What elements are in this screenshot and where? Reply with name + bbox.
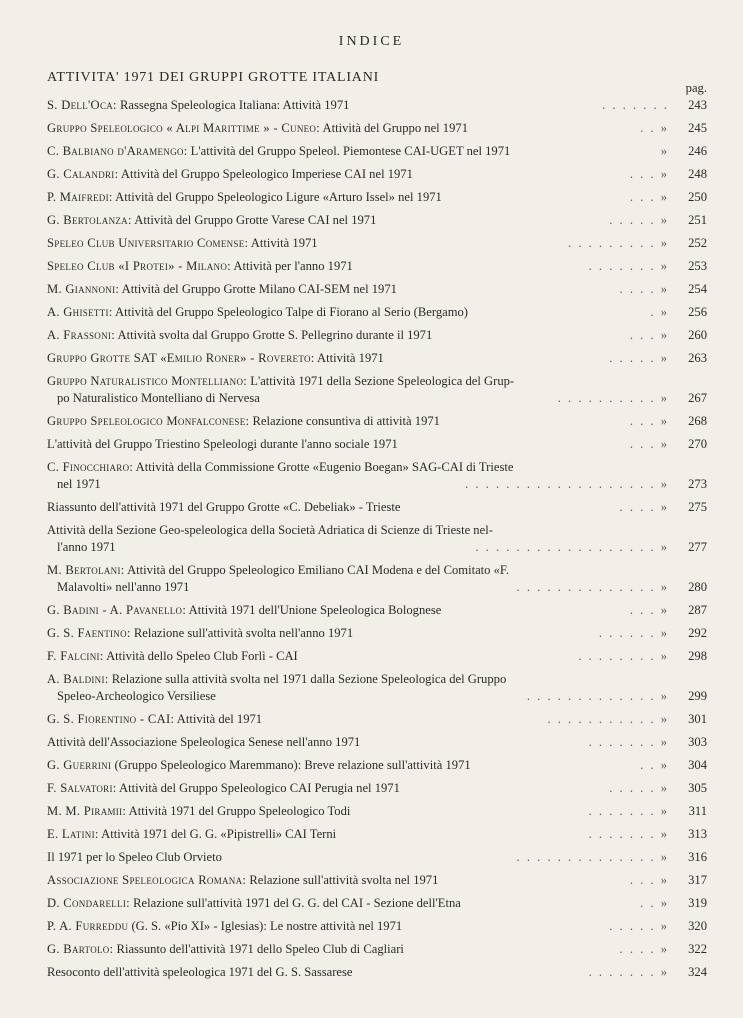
- entry-title: (Gruppo Speleologico Maremmano): Breve relazione sull'attività 1971: [114, 758, 471, 772]
- entry-title: Attività del 1971: [176, 712, 263, 726]
- entry-leader: . . . »: [629, 414, 669, 428]
- entry-title-continued: po Naturalistico Montelliano di Nervesa: [57, 391, 260, 405]
- toc-entry: [47, 235, 707, 252]
- toc-entry: [47, 671, 707, 705]
- toc-entry: [47, 780, 707, 797]
- toc-entry: [47, 872, 707, 889]
- entry-author: M. Bertolani:: [47, 563, 125, 577]
- toc-entry: [47, 189, 707, 206]
- entry-title: Attività del Gruppo Grotte Milano CAI-SEM nel 1971: [121, 282, 397, 296]
- entry-title: Attività della Sezione Geo-speleologica della Società Adriatica di Scienze di Trieste nel-: [47, 523, 493, 537]
- entry-title: Attività del Gruppo Speleologico Emiliano CAI Modena e del Comitato «F.: [127, 563, 510, 577]
- entry-author: S. Dell'Oca:: [47, 98, 117, 112]
- entry-page-number: 277: [688, 540, 707, 554]
- entry-leader: . . . . . . . . . »: [568, 236, 669, 250]
- entry-author: A. Baldini:: [47, 672, 109, 686]
- toc-entry: [47, 648, 707, 665]
- entry-page-number: 246: [688, 144, 707, 158]
- entry-page-number: 303: [688, 735, 707, 749]
- entry-leader: . . . »: [629, 873, 669, 887]
- entry-title: Attività del Gruppo Speleologico Talpe di Fiorano al Serio (Bergamo): [115, 305, 469, 319]
- entry-leader: . . . . . . . . . . . . . »: [526, 689, 669, 703]
- entry-title: Attività 1971: [250, 236, 318, 250]
- entry-leader: . . . . . . . . . . . . . . »: [516, 580, 669, 594]
- entry-page-number: 316: [688, 850, 707, 864]
- toc-entry: [47, 143, 707, 160]
- entry-page-number: 301: [688, 712, 707, 726]
- entry-leader: . . . . . . »: [598, 626, 669, 640]
- toc-entry: [47, 826, 707, 843]
- entry-title-continued: Malavolti» nell'anno 1971: [57, 580, 190, 594]
- toc-entry: [47, 522, 707, 556]
- toc-entry: [47, 895, 707, 912]
- entry-page-number: 270: [688, 437, 707, 451]
- entry-title-continued: l'anno 1971: [57, 540, 116, 554]
- entry-leader: »: [660, 144, 669, 158]
- entry-page-number: 292: [688, 626, 707, 640]
- entry-title: Relazione sull'attività svolta nel 1971: [249, 873, 439, 887]
- entry-title: Attività 1971 del Gruppo Speleologico Todi: [128, 804, 351, 818]
- toc-entry: [47, 350, 707, 367]
- entry-leader: . . »: [640, 896, 669, 910]
- entry-leader: . . . . . »: [609, 919, 669, 933]
- toc-entry: [47, 941, 707, 958]
- toc-entry: [47, 212, 707, 229]
- entry-leader: . . »: [640, 121, 669, 135]
- toc-entry: [47, 436, 707, 453]
- page-title: INDICE: [338, 34, 405, 49]
- entry-title: Attività del Gruppo nel 1971: [322, 121, 468, 135]
- toc-entry: [47, 281, 707, 298]
- entry-author: G. Bartolo:: [47, 942, 114, 956]
- entry-title: Attività del Gruppo Speleologico CAI Perugia nel 1971: [119, 781, 400, 795]
- entry-title: (G. S. «Pio XI» - Iglesias): Le nostre attività nel 1971: [131, 919, 403, 933]
- entry-title: Attività dell'Associazione Speleologica Senese nell'anno 1971: [47, 735, 361, 749]
- entry-title: L'attività 1971 della Sezione Speleologica del Grup-: [250, 374, 515, 388]
- entry-leader: . . . . . . .: [602, 98, 669, 112]
- entry-title-continued: nel 1971: [57, 477, 101, 491]
- toc-entry: [47, 757, 707, 774]
- toc-entry: [47, 602, 707, 619]
- entry-author: P. A. Furreddu: [47, 919, 129, 933]
- toc-entry: [47, 459, 707, 493]
- entry-page-number: 298: [688, 649, 707, 663]
- entry-page-number: 253: [688, 259, 707, 273]
- toc-entry: [47, 803, 707, 820]
- entry-page-number: 245: [688, 121, 707, 135]
- entry-author: G. Guerrini: [47, 758, 112, 772]
- entry-author: F. Salvatori:: [47, 781, 117, 795]
- entry-title: Attività svolta dal Gruppo Grotte S. Pellegrino durante il 1971: [117, 328, 433, 342]
- entry-title: L'attività del Gruppo Speleol. Piemontese CAI-UGET nel 1971: [190, 144, 511, 158]
- entry-title: Attività per l'anno 1971: [233, 259, 353, 273]
- entry-leader: . . . . . »: [609, 351, 669, 365]
- entry-title: Relazione consuntiva di attività 1971: [252, 414, 440, 428]
- entry-title: Relazione sull'attività svolta nell'anno 1971: [133, 626, 354, 640]
- entry-author: Speleo Club «I Protei» - Milano:: [47, 259, 231, 273]
- entry-leader: . . . »: [629, 437, 669, 451]
- entry-page-number: 317: [688, 873, 707, 887]
- toc-entries: [47, 81, 707, 987]
- entry-title: Attività 1971 dell'Unione Speleologica Bolognese: [188, 603, 442, 617]
- toc-entry: [47, 849, 707, 866]
- toc-entry: [47, 120, 707, 137]
- entry-leader: . . . . »: [619, 282, 669, 296]
- entry-leader: . . . . . »: [609, 213, 669, 227]
- entry-page-number: 268: [688, 414, 707, 428]
- toc-entry: [47, 81, 707, 114]
- entry-title: Attività dello Speleo Club Forlì - CAI: [106, 649, 298, 663]
- entry-author: Gruppo Naturalistico Montelliano:: [47, 374, 248, 388]
- entry-author: Associazione Speleologica Romana:: [47, 873, 247, 887]
- entry-author: D. Condarelli:: [47, 896, 130, 910]
- toc-entry: [47, 304, 707, 321]
- entry-title: Relazione sulla attività svolta nel 1971 dalla Sezione Speleologica del Gruppo: [111, 672, 507, 686]
- entry-page-number: 304: [688, 758, 707, 772]
- toc-entry: [47, 918, 707, 935]
- entry-author: Speleo Club Universitario Comense:: [47, 236, 249, 250]
- entry-leader: . . . . . »: [609, 781, 669, 795]
- entry-leader: . . . »: [629, 328, 669, 342]
- entry-leader: . . . . »: [619, 500, 669, 514]
- entry-leader: . . . . . . . . . . . . . . . . . . »: [475, 540, 669, 554]
- toc-entry: [47, 625, 707, 642]
- entry-title: L'attività del Gruppo Triestino Speleologi durante l'anno sociale 1971: [47, 437, 398, 451]
- entry-author: E. Latini:: [47, 827, 99, 841]
- entry-page-number: 324: [688, 965, 707, 979]
- entry-leader: . . . . . . . »: [588, 804, 669, 818]
- entry-title: Resoconto dell'attività speleologica 1971 del G. S. Sassarese: [47, 965, 353, 979]
- entry-title: Riassunto dell'attività 1971 dello Speleo Club di Cagliari: [116, 942, 404, 956]
- entry-author: Gruppo Speleologico Monfalconese:: [47, 414, 250, 428]
- entry-title: Relazione sull'attività 1971 del G. G. del CAI - Sezione dell'Etna: [133, 896, 461, 910]
- entry-title: Riassunto dell'attività 1971 del Gruppo Grotte «C. Debeliak» - Trieste: [47, 500, 401, 514]
- toc-entry: [47, 166, 707, 183]
- entry-leader: . . . . . . . »: [588, 965, 669, 979]
- entry-page-number: 313: [688, 827, 707, 841]
- entry-author: A. Ghisetti:: [47, 305, 113, 319]
- entry-page-number: 252: [688, 236, 707, 250]
- entry-page-number: 248: [688, 167, 707, 181]
- entry-page-number: 319: [688, 896, 707, 910]
- entry-author: G. S. Faentino:: [47, 626, 131, 640]
- entry-leader: . . . . . . . »: [588, 259, 669, 273]
- entry-author: A. Frassoni:: [47, 328, 116, 342]
- entry-leader: . . . »: [629, 190, 669, 204]
- toc-entry: [47, 413, 707, 430]
- entry-title: Il 1971 per lo Speleo Club Orvieto: [47, 850, 222, 864]
- section-heading: ATTIVITA' 1971 DEI GRUPPI GROTTE ITALIANI: [47, 70, 380, 85]
- entry-page-number: 260: [688, 328, 707, 342]
- entry-page-number: 251: [688, 213, 707, 227]
- entry-page-number: 273: [688, 477, 707, 491]
- toc-entry: [47, 562, 707, 596]
- entry-leader: . . . . . . . . . . . . . . »: [516, 850, 669, 864]
- entry-page-number: 275: [688, 500, 707, 514]
- entry-title: Attività del Gruppo Speleologico Imperiese CAI nel 1971: [120, 167, 413, 181]
- entry-author: Gruppo Speleologico « Alpi Marittime » - Cuneo:: [47, 121, 321, 135]
- entry-author: C. Finocchiaro:: [47, 460, 134, 474]
- entry-title: Attività 1971 del G. G. «Pipistrelli» CAI Terni: [101, 827, 337, 841]
- entry-author: P. Maifredi:: [47, 190, 113, 204]
- entry-page-number: 263: [688, 351, 707, 365]
- entry-page-number: pag. 243: [685, 81, 707, 112]
- toc-entry: [47, 711, 707, 728]
- entry-leader: . . . . . . . . . . . . . . . . . . . »: [465, 477, 669, 491]
- entry-leader: . . . »: [629, 167, 669, 181]
- entry-leader: . . . . . . . . . . »: [557, 391, 669, 405]
- entry-leader: . . . . »: [619, 942, 669, 956]
- toc-entry: [47, 373, 707, 407]
- entry-author: G. Badini - A. Pavanello:: [47, 603, 187, 617]
- toc-entry: [47, 499, 707, 516]
- entry-page-number: 267: [688, 391, 707, 405]
- entry-author: Gruppo Grotte SAT «Emilio Roner» - Rovereto:: [47, 351, 315, 365]
- entry-page-number: 280: [688, 580, 707, 594]
- entry-title: Attività della Commissione Grotte «Eugenio Boegan» SAG-CAI di Trieste: [135, 460, 514, 474]
- entry-page-number: 299: [688, 689, 707, 703]
- entry-author: G. Calandri:: [47, 167, 119, 181]
- entry-title: Rassegna Speleologica Italiana: Attività 1971: [120, 98, 350, 112]
- entry-page-number: 256: [688, 305, 707, 319]
- entry-leader: . . . . . . . . . . . »: [547, 712, 669, 726]
- entry-title: Attività del Gruppo Speleologico Ligure «Arturo Issel» nel 1971: [115, 190, 442, 204]
- toc-entry: [47, 734, 707, 751]
- entry-page-number: 254: [688, 282, 707, 296]
- toc-entry: [47, 327, 707, 344]
- entry-author: M. Giannoni:: [47, 282, 120, 296]
- entry-leader: . . . . . . . . »: [578, 649, 669, 663]
- entry-author: M. M. Piramii:: [47, 804, 127, 818]
- toc-entry: [47, 964, 707, 981]
- entry-title: Attività del Gruppo Grotte Varese CAI nel 1971: [134, 213, 377, 227]
- entry-page-number: 320: [688, 919, 707, 933]
- toc-entry: [47, 258, 707, 275]
- entry-leader: . . . »: [629, 603, 669, 617]
- entry-leader: . . . . . . . »: [588, 827, 669, 841]
- entry-page-number: 250: [688, 190, 707, 204]
- entry-author: F. Falcini:: [47, 649, 104, 663]
- entry-leader: . . . . . . . »: [588, 735, 669, 749]
- entry-page-number: 322: [688, 942, 707, 956]
- entry-leader: . »: [650, 305, 669, 319]
- entry-page-number: 287: [688, 603, 707, 617]
- entry-title: Attività 1971: [317, 351, 384, 365]
- entry-page-number: 305: [688, 781, 707, 795]
- entry-leader: . . »: [640, 758, 669, 772]
- entry-title-continued: Speleo-Archeologico Versiliese: [57, 689, 216, 703]
- entry-page-number: 311: [688, 804, 707, 818]
- entry-author: G. Bertolanza:: [47, 213, 132, 227]
- entry-author: G. S. Fiorentino - CAI:: [47, 712, 175, 726]
- entry-author: C. Balbiano d'Aramengo:: [47, 144, 188, 158]
